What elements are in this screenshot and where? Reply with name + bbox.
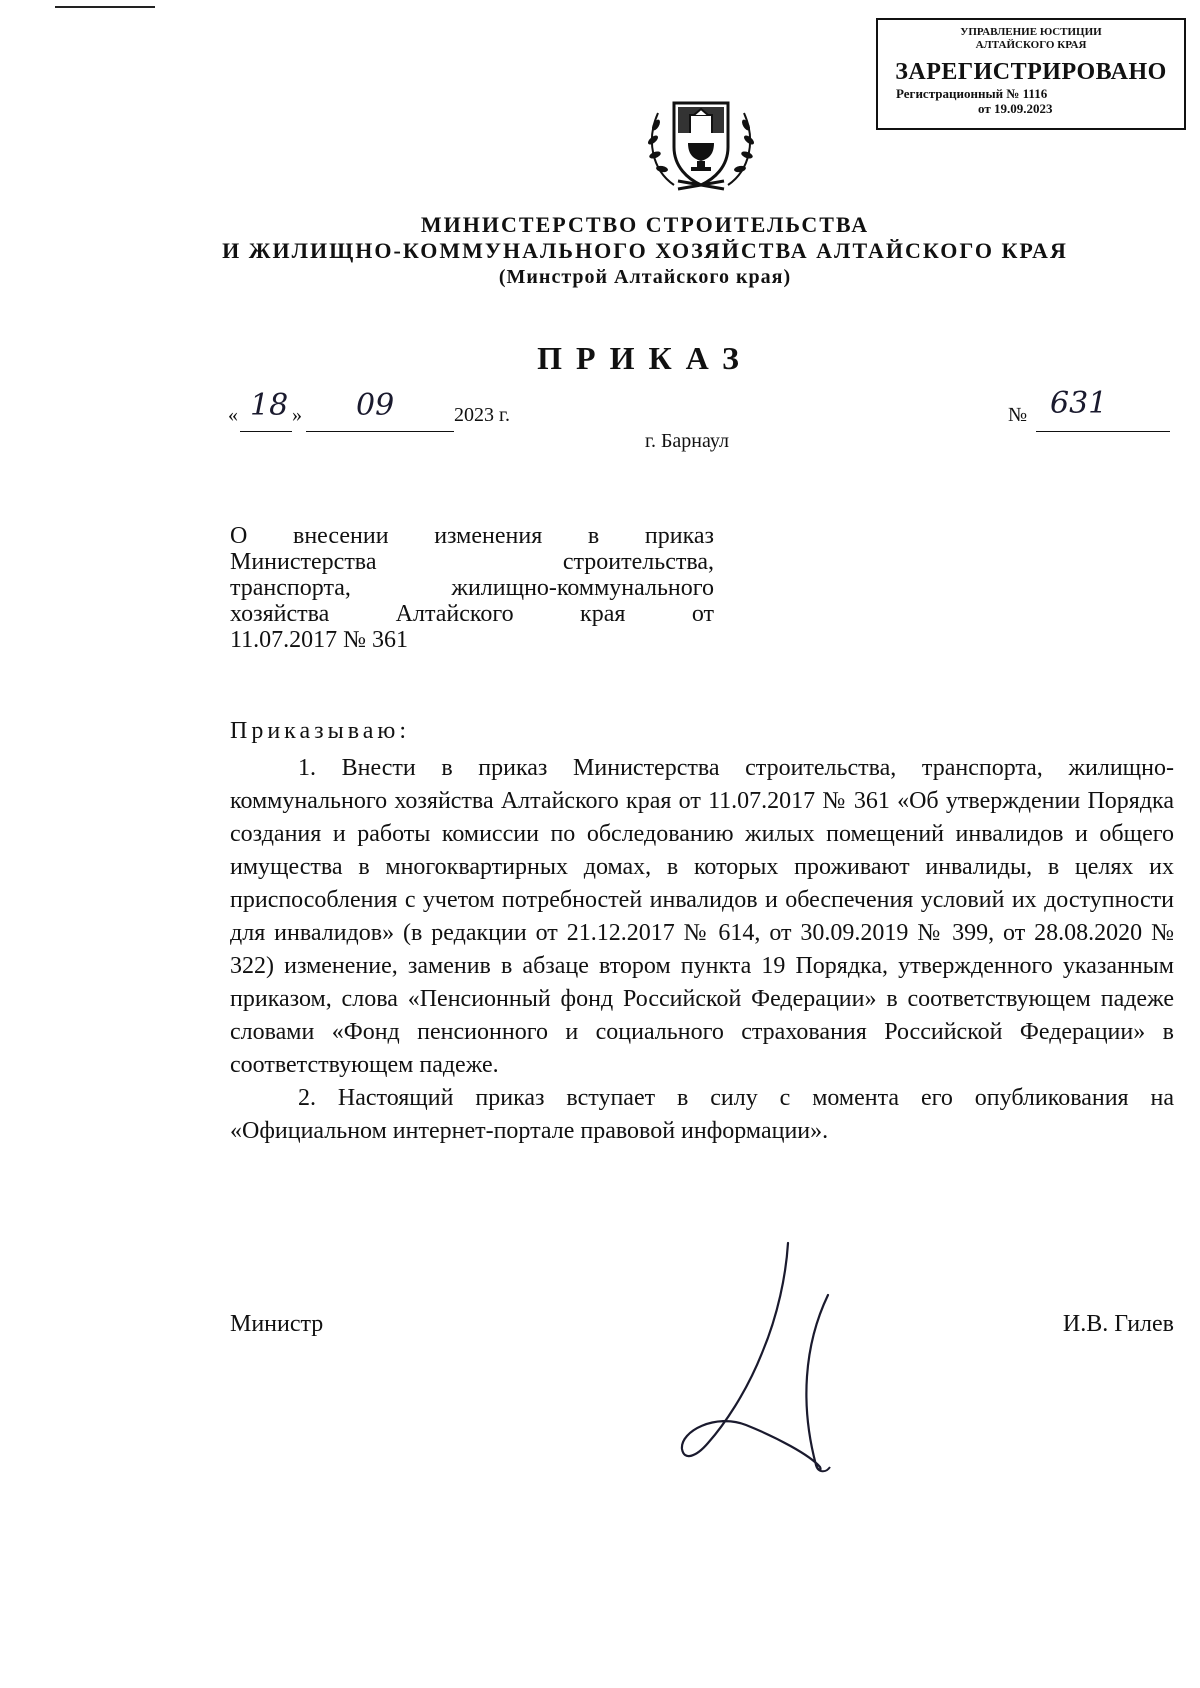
- subject-line: О внесении изменения в приказ: [230, 523, 714, 549]
- date-close-quote: »: [292, 404, 302, 426]
- ministry-header: [0, 212, 1200, 290]
- date-open-quote: «: [228, 404, 238, 426]
- registration-stamp: [876, 18, 1186, 130]
- coat-of-arms-icon: [634, 85, 768, 197]
- subject-line: хозяйства Алтайского края от: [230, 601, 714, 627]
- date-day-handwritten: 18: [250, 388, 289, 423]
- document-body: [230, 752, 1174, 1148]
- stamp-org-line2: АЛТАЙСКОГО КРАЯ: [975, 39, 1087, 51]
- subject-line: Министерства строительства,: [230, 549, 714, 575]
- paragraph-2: 2. Настоящий приказ вступает в силу с момента его опубликования на «Официальном интернет-портале правовой информации».: [230, 1085, 1174, 1144]
- date-month-handwritten: 09: [356, 388, 395, 423]
- ministry-name-line2: И ЖИЛИЩНО-КОММУНАЛЬНОГО ХОЗЯЙСТВА АЛТАЙСКОГО КРАЯ: [222, 238, 1068, 263]
- number-underline: [1036, 431, 1170, 432]
- signatory-role: Министр: [230, 1311, 324, 1337]
- number-label: №: [1008, 404, 1028, 426]
- city: г. Барнаул: [645, 430, 729, 452]
- document-type-title: ПРИКАЗ: [537, 340, 753, 376]
- stamp-organization: [878, 26, 1184, 52]
- document-number-handwritten: 631: [1050, 386, 1108, 421]
- decree-word: Приказываю:: [230, 718, 410, 744]
- stamp-registration-number: Регистрационный № 1116: [896, 86, 1048, 101]
- subject-line: транспорта, жилищно-коммунального: [230, 575, 714, 601]
- subject-line: 11.07.2017 № 361: [230, 627, 409, 653]
- corner-rule: [55, 6, 155, 8]
- document-subject: [230, 523, 714, 653]
- day-underline: [240, 431, 292, 432]
- paragraph-1: 1. Внести в приказ Министерства строительства, транспорта, жилищно-коммунального хозяйства Алтайского края от 11.07.2017 № 361 «Об утверждении Порядка создания и работы комиссии по обследованию жилых помещений инвалидов и общего имущества в многоквартирных домах, в которых проживают инвалиды, в целях их приспособления с учетом потребностей инвалидов и обеспечения условий их доступности для инвалидов» (в редакции от 21.12.2017 № 614, от 30.09.2019 № 399, от 28.08.2020 № 322) изменение, заменив в абзаце втором пункта 19 Порядка, утвержденного указанным приказом, слова «Пенсионный фонд Российской Федерации» в соответствующем падеже словами «Фонд пенсионного и социального страхования Российской Федерации» в соответствующем падеже.: [230, 755, 1174, 1078]
- stamp-registration-date: от 19.09.2023: [978, 101, 1053, 116]
- stamp-status: ЗАРЕГИСТРИРОВАНО: [895, 59, 1167, 85]
- stamp-org-line1: УПРАВЛЕНИЕ ЮСТИЦИИ: [960, 26, 1102, 38]
- ministry-name-line1: МИНИСТЕРСТВО СТРОИТЕЛЬСТВА: [420, 212, 870, 237]
- month-underline: [306, 431, 454, 432]
- handwritten-signature: [650, 1235, 880, 1475]
- date-year: 2023 г.: [454, 404, 510, 426]
- ministry-short-name: (Минстрой Алтайского края): [498, 266, 792, 288]
- signatory-name: И.В. Гилев: [1062, 1311, 1174, 1337]
